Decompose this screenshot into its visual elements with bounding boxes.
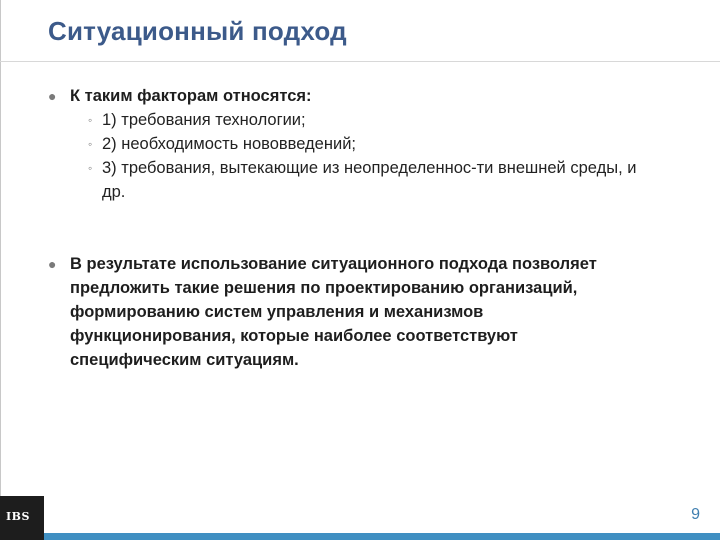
- page-number: 9: [691, 506, 700, 523]
- sub-item-environment: [88, 156, 648, 204]
- title-divider: [0, 61, 720, 62]
- sub-item-technology-text: 1) требования технологии;: [102, 111, 306, 129]
- ibs-logo: [0, 496, 44, 540]
- slide-title: Ситуационный подход: [48, 16, 347, 46]
- sub-bullet-ring-icon: ◦: [88, 161, 93, 175]
- bullet-dot-icon: ●: [48, 88, 57, 104]
- sub-bullet-ring-icon: ◦: [88, 137, 93, 151]
- bullet-dot-icon: ●: [48, 256, 57, 272]
- sub-item-innovation: [88, 132, 648, 156]
- ibs-logo-text: IBS: [6, 510, 30, 523]
- sub-bullet-ring-icon: ◦: [88, 113, 93, 127]
- bullet-result-text: В результате использование ситуационного подхода позволяет предложить такие решения по проектированию организаций, формированию систем управления и механизмов функционирования, которые наиболее соответствуют специфическим ситуациям.: [70, 255, 597, 369]
- footer-accent-bar: [44, 533, 720, 540]
- left-border: [0, 0, 1, 540]
- sub-item-innovation-text: 2) необходимость нововведений;: [102, 135, 356, 153]
- bullet-factors: [48, 84, 648, 204]
- sub-item-technology: [88, 108, 648, 132]
- bullet-factors-lead: К таким факторам относятся:: [70, 87, 312, 105]
- bullet-result: [48, 252, 648, 372]
- sub-item-environment-text: 3) требования, вытекающие из неопределеннос-ти внешней среды, и др.: [102, 159, 637, 201]
